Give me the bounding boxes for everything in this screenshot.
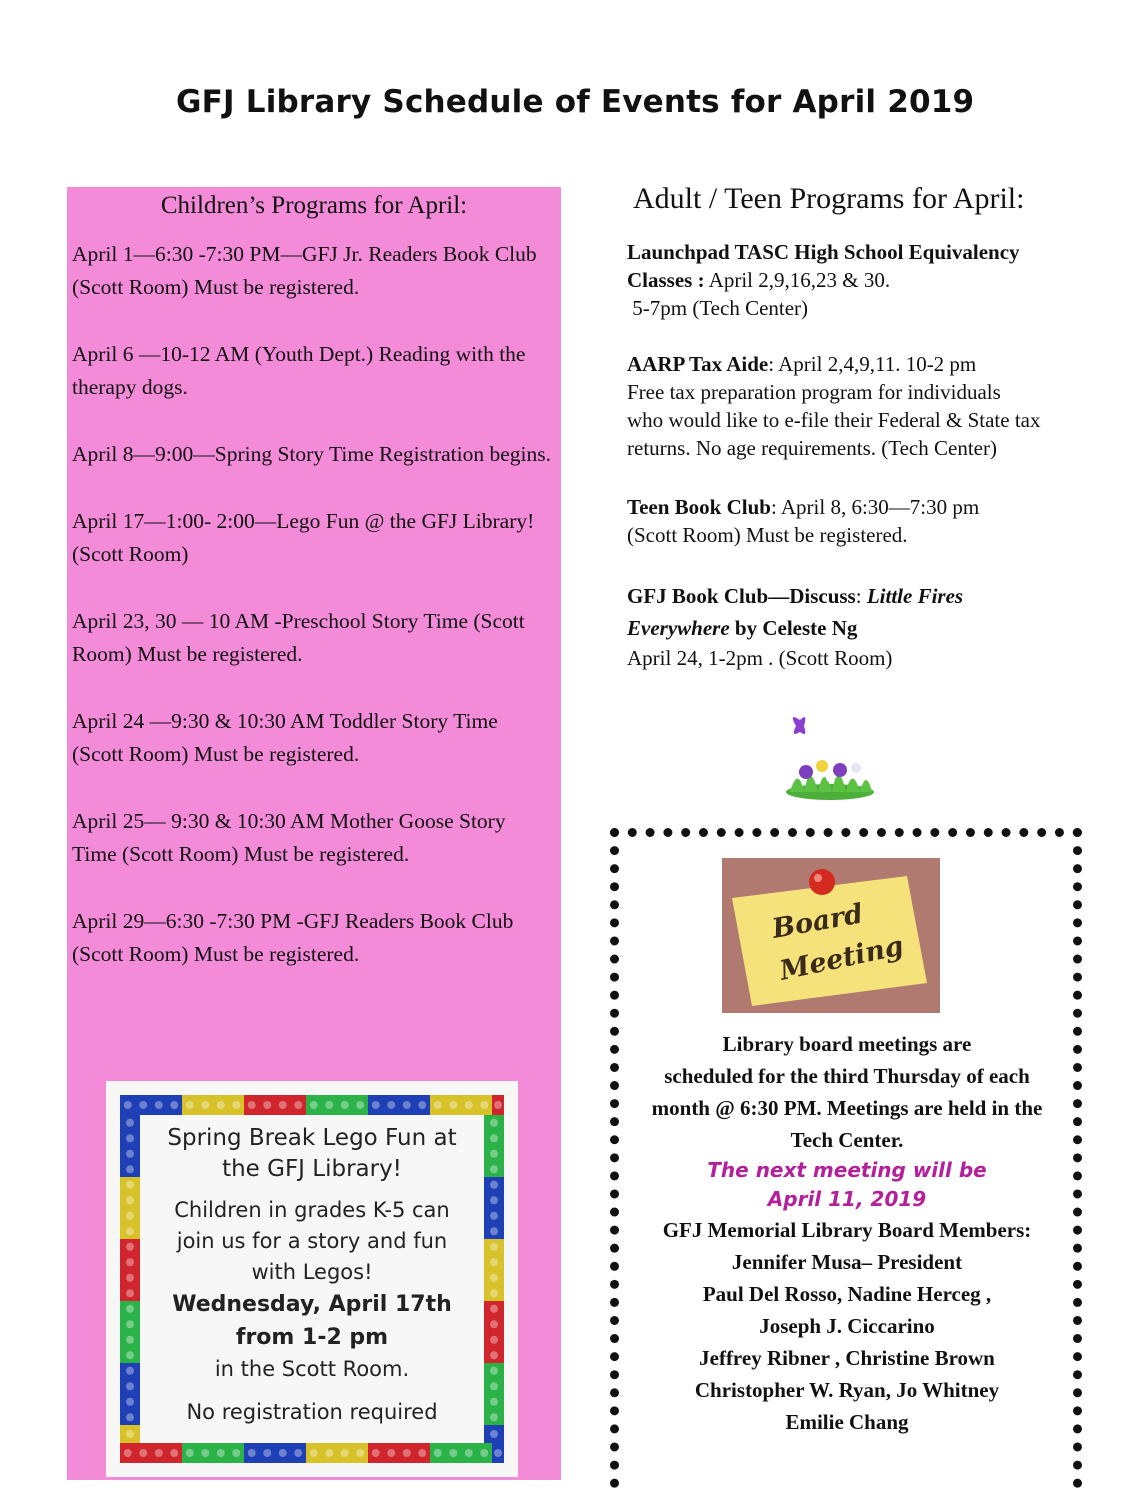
gfj-club-colon: : [855,584,867,608]
children-program-item [72,805,560,871]
aarp-line4: returns. No age requirements. (Tech Center) [627,436,997,460]
board-note-word2: Meeting [777,930,907,987]
next-meeting-line2: April 11, 2019 [767,1187,927,1211]
children-programs-list [72,238,560,1005]
lego-stud [490,1165,498,1173]
lego-stud [186,1449,194,1457]
children-program-line1: April 6 —10-12 AM (Youth Dept.) Reading with the [72,342,526,366]
lego-stud [480,1449,488,1457]
lego-stud [310,1449,318,1457]
lego-stud [248,1101,256,1109]
lego-flyer-when-line1: Wednesday, April 17th [172,1292,452,1317]
lego-stud [170,1101,178,1109]
children-program-line1: April 25— 9:30 & 10:30 AM Mother Goose Story [72,809,506,833]
lego-stud [126,1413,134,1421]
lego-stud [248,1449,256,1457]
lego-stud [126,1227,134,1235]
children-program-line1: April 29—6:30 -7:30 PM -GFJ Readers Book Club [72,909,514,933]
children-program-line2: (Scott Room) Must be registered. [72,275,360,299]
lego-stud [126,1243,134,1251]
lego-stud [126,1196,134,1204]
lego-flyer-body-line3: with Legos! [251,1260,373,1284]
board-line2: scheduled for the third Thursday of each [664,1064,1030,1088]
launchpad-time: 5-7pm (Tech Center) [627,296,809,320]
aarp-name: AARP Tax Aide [627,352,769,376]
adult-programs-list [627,238,1077,703]
lego-stud [201,1101,209,1109]
board-line1: Library board meetings are [722,1032,972,1056]
lego-stud [490,1227,498,1235]
lego-stud [356,1449,364,1457]
lego-stud [201,1449,209,1457]
members-list [632,1246,1062,1438]
next-meeting-line1: The next meeting will be [707,1158,987,1182]
lego-stud [294,1449,302,1457]
lego-stud [126,1212,134,1220]
lego-stud [186,1101,194,1109]
lego-stud [490,1430,498,1438]
children-program-line2: (Scott Room) [72,542,189,566]
lego-stud [356,1101,364,1109]
lego-stud [465,1449,473,1457]
gfj-club-author: by Celeste Ng [729,616,858,640]
launchpad-dates: April 2,9,16,23 & 30. [704,268,891,292]
board-line4: Tech Center. [790,1128,904,1152]
lego-stud [325,1449,333,1457]
lego-stud [490,1181,498,1189]
teen-book-club [627,493,1077,549]
children-program-line2: therapy dogs. [72,375,188,399]
lego-stud [449,1101,457,1109]
children-program-item [72,705,560,771]
lego-stud [126,1134,134,1142]
children-program-item [72,605,560,671]
aarp-line3: who would like to e-file their Federal & State tax [627,408,1041,432]
lego-stud [124,1449,132,1457]
lego-stud [490,1119,498,1127]
children-programs-heading: Children’s Programs for April: [160,192,468,219]
board-meeting-text [632,1028,1062,1438]
lego-flyer [106,1081,518,1477]
children-program-item [72,338,560,404]
lego-stud [490,1320,498,1328]
lego-flyer-where: in the Scott Room. [214,1357,410,1381]
lego-flyer-note: No registration required [186,1400,438,1424]
gfj-club-when: April 24, 1-2pm . (Scott Room) [627,646,893,670]
teen-name: Teen Book Club [627,495,771,519]
lego-stud [490,1398,498,1406]
lego-stud [155,1101,163,1109]
lego-flyer-body-line2: join us for a story and fun [176,1229,448,1253]
children-program-line1: April 23, 30 — 10 AM -Preschool Story Time (Scott [72,609,525,633]
lego-stud [126,1274,134,1282]
lego-stud [217,1101,225,1109]
lego-stud [126,1336,134,1344]
lego-stud [341,1101,349,1109]
aarp-dates: : April 2,4,9,11. 10-2 pm [768,352,977,376]
gfj-club-name: GFJ Book Club—Discuss [627,584,856,608]
lego-stud [387,1449,395,1457]
lego-stud [490,1243,498,1251]
lego-stud [294,1101,302,1109]
lego-stud [490,1305,498,1313]
lego-stud [490,1150,498,1158]
children-program-item [72,905,560,971]
lego-stud [279,1449,287,1457]
lego-stud [387,1101,395,1109]
lego-stud [126,1289,134,1297]
lego-stud [217,1449,225,1457]
children-program-item [72,505,560,571]
lego-stud [126,1150,134,1158]
lego-stud [490,1413,498,1421]
page-title: GFJ Library Schedule of Events for April 2019 [176,84,975,120]
children-program-line2: (Scott Room) Must be registered. [72,742,360,766]
board-note-word1: Board [769,898,866,945]
lego-stud [126,1165,134,1173]
aarp-line2: Free tax preparation program for individuals [627,380,1001,404]
lego-stud [490,1382,498,1390]
launchpad-name-line2: Classes : [627,268,705,292]
children-program-item [72,238,560,304]
board-member-line: Joseph J. Ciccarino [759,1314,935,1338]
lego-stud [490,1212,498,1220]
lego-stud [403,1449,411,1457]
lego-stud [480,1101,488,1109]
teen-line2: (Scott Room) Must be registered. [627,523,908,547]
lego-stud [490,1258,498,1266]
children-program-line2: Room) Must be registered. [72,642,303,666]
lego-flyer-text [140,1115,484,1443]
launchpad-name-line1: Launchpad TASC High School Equivalency [627,240,1020,264]
gfj-club-book-line2: Everywhere [627,616,730,640]
flowers-butterfly-icon [778,710,882,802]
lego-stud [490,1336,498,1344]
lego-stud [372,1449,380,1457]
lego-stud [126,1305,134,1313]
gfj-book-club [627,580,1077,672]
lego-stud [232,1101,240,1109]
members-heading: GFJ Memorial Library Board Members: [662,1218,1032,1242]
lego-stud [126,1119,134,1127]
lego-stud [490,1196,498,1204]
children-program-line1: April 1—6:30 -7:30 PM—GFJ Jr. Readers Book Club [72,242,537,266]
board-member-line: Christopher W. Ryan, Jo Whitney [694,1378,1000,1402]
lego-stud [403,1101,411,1109]
lego-stud [494,1449,502,1457]
lego-stud [465,1101,473,1109]
board-member-line: Paul Del Rosso, Nadine Herceg , [702,1282,992,1306]
lego-stud [126,1367,134,1375]
children-program-line1: April 17—1:00- 2:00—Lego Fun @ the GFJ Library! [72,509,535,533]
lego-stud [232,1449,240,1457]
lego-stud [490,1351,498,1359]
lego-stud [490,1367,498,1375]
teen-dates: : April 8, 6:30—7:30 pm [770,495,980,519]
lego-stud [126,1320,134,1328]
launchpad-program [627,238,1077,322]
lego-stud [341,1449,349,1457]
children-program-item [72,438,560,471]
pushpin-icon [809,869,835,895]
lego-stud [263,1101,271,1109]
lego-stud [434,1101,442,1109]
lego-stud [449,1449,457,1457]
children-program-line1: April 8—9:00—Spring Story Time Registration begins. [72,442,551,466]
lego-stud [126,1382,134,1390]
board-member-line: Emilie Chang [785,1410,909,1434]
adult-programs-heading: Adult / Teen Programs for April: [633,182,1025,215]
lego-flyer-title-line2: the GFJ Library! [222,1156,402,1182]
lego-stud [434,1449,442,1457]
lego-flyer-when-line2: from 1-2 pm [235,1325,389,1350]
lego-stud [139,1449,147,1457]
lego-flyer-title-line1: Spring Break Lego Fun at [167,1125,457,1151]
lego-stud [418,1449,426,1457]
lego-stud [126,1398,134,1406]
lego-stud [372,1101,380,1109]
lego-stud [263,1449,271,1457]
board-line3: month @ 6:30 PM. Meetings are held in the [651,1096,1043,1120]
lego-stud [124,1101,132,1109]
children-program-line2: Time (Scott Room) Must be registered. [72,842,410,866]
lego-stud [126,1181,134,1189]
lego-stud [126,1430,134,1438]
lego-flyer-body-line1: Children in grades K-5 can [174,1198,450,1222]
lego-stud [490,1134,498,1142]
lego-stud [139,1101,147,1109]
aarp-program [627,350,1077,462]
lego-stud [310,1101,318,1109]
children-program-line1: April 24 —9:30 & 10:30 AM Toddler Story Time [72,709,498,733]
lego-stud [126,1351,134,1359]
board-member-line: Jennifer Musa– President [731,1250,963,1274]
board-member-line: Jeffrey Ribner , Christine Brown [699,1346,995,1370]
lego-stud [490,1274,498,1282]
lego-stud [155,1449,163,1457]
lego-stud [490,1289,498,1297]
lego-stud [126,1258,134,1266]
lego-stud [325,1101,333,1109]
lego-stud [494,1101,502,1109]
lego-stud [418,1101,426,1109]
children-program-line2: (Scott Room) Must be registered. [72,942,360,966]
lego-stud [279,1101,287,1109]
lego-stud [170,1449,178,1457]
board-meeting-note-image [722,858,940,1013]
gfj-club-book-line1: Little Fires [866,584,964,608]
